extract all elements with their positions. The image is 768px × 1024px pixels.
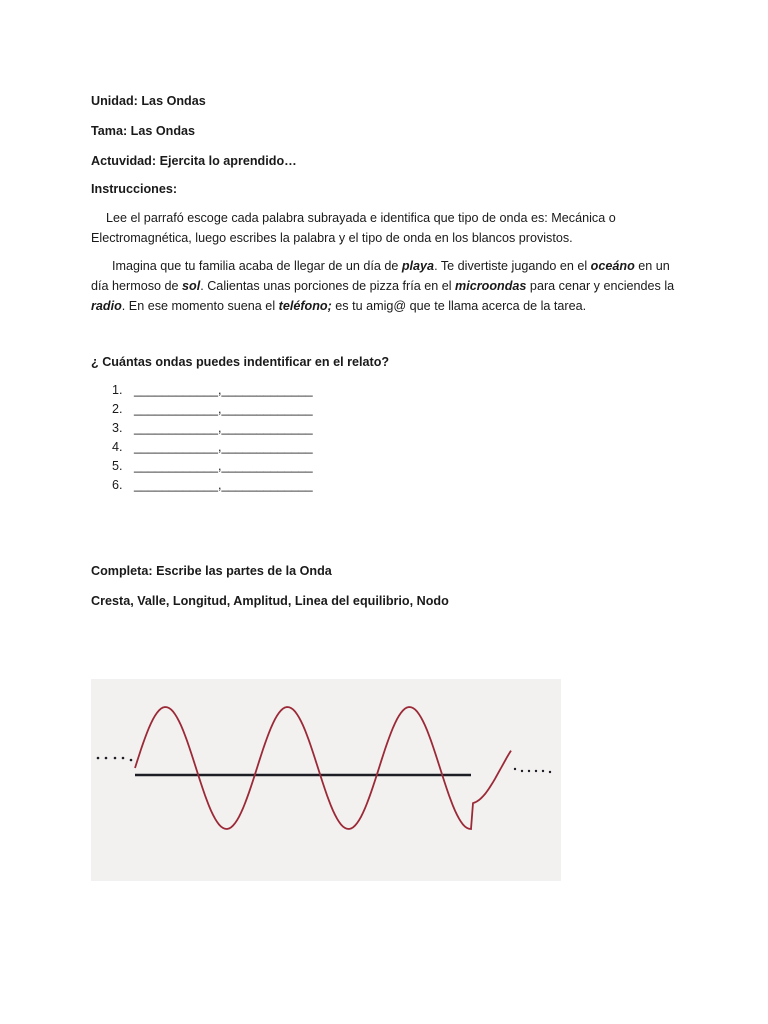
story-line-2 — [91, 276, 691, 296]
story-text: Imagina que tu familia acaba de llegar de un día de — [112, 259, 402, 273]
story-text: para cenar y enciendes la — [526, 279, 675, 293]
question-heading: ¿ Cuántas ondas puedes indentificar en el relato? — [91, 355, 390, 369]
wave-svg — [91, 679, 561, 881]
answer-list — [112, 381, 313, 495]
story-text: en un — [634, 259, 670, 273]
list-item — [112, 476, 313, 495]
story-text: es tu amig@ que te llama acerca de la tarea. — [331, 299, 587, 313]
answer-blank[interactable]: ____________,_____________ — [134, 440, 313, 454]
story-text: . En ese momento suena el — [121, 299, 279, 313]
complete-heading: Completa: Escribe las partes de la Onda — [91, 564, 332, 578]
leading-dots — [97, 757, 133, 762]
wave-curve — [135, 707, 511, 829]
answer-blank[interactable]: ____________,_____________ — [134, 421, 313, 435]
story-line-3 — [91, 296, 691, 316]
unit-heading: Unidad: Las Ondas — [91, 94, 206, 108]
list-number: 2. — [112, 402, 123, 416]
answer-blank[interactable]: ____________,_____________ — [134, 478, 313, 492]
list-item — [112, 457, 313, 476]
list-item — [112, 381, 313, 400]
story-text: día hermoso de — [91, 279, 183, 293]
theme-heading: Tama: Las Ondas — [91, 124, 196, 138]
instructions-paragraph — [91, 208, 691, 248]
story-paragraph — [91, 256, 691, 316]
keyword-telefono: teléfono; — [278, 299, 332, 313]
list-item — [112, 400, 313, 419]
story-line-1 — [91, 256, 691, 276]
answer-blank[interactable]: ____________,_____________ — [134, 459, 313, 473]
activity-heading: Actuvidad: Ejercita lo aprendido… — [91, 154, 297, 168]
instructions-line-1: Lee el parrafó escoge cada palabra subrayada e identifica que tipo de onda es: Mecánica o — [106, 211, 616, 225]
list-number: 3. — [112, 421, 123, 435]
list-number: 4. — [112, 440, 123, 454]
list-number: 1. — [112, 383, 123, 397]
wave-diagram — [91, 679, 561, 881]
instructions-line-2: Electromagnética, luego escribes la palabra y el tipo de onda en los blancos provistos. — [91, 231, 573, 245]
trailing-dots — [514, 768, 551, 773]
answer-blank[interactable]: ____________,_____________ — [134, 402, 313, 416]
wave-parts-list: Cresta, Valle, Longitud, Amplitud, Linea del equilibrio, Nodo — [91, 594, 449, 608]
list-item — [112, 419, 313, 438]
answer-blank[interactable]: ____________,_____________ — [134, 383, 313, 397]
keyword-playa: playa — [401, 259, 435, 273]
instructions-heading: Instrucciones: — [91, 182, 178, 196]
list-number: 6. — [112, 478, 123, 492]
keyword-radio: radio — [91, 299, 122, 313]
keyword-microondas: microondas — [455, 279, 527, 293]
list-number: 5. — [112, 459, 123, 473]
keyword-oceano: oceáno — [590, 259, 635, 273]
keyword-sol: sol — [182, 279, 201, 293]
story-text: . Calientas unas porciones de pizza fría en el — [200, 279, 456, 293]
list-item — [112, 438, 313, 457]
story-text: . Te divertiste jugando en el — [434, 259, 591, 273]
